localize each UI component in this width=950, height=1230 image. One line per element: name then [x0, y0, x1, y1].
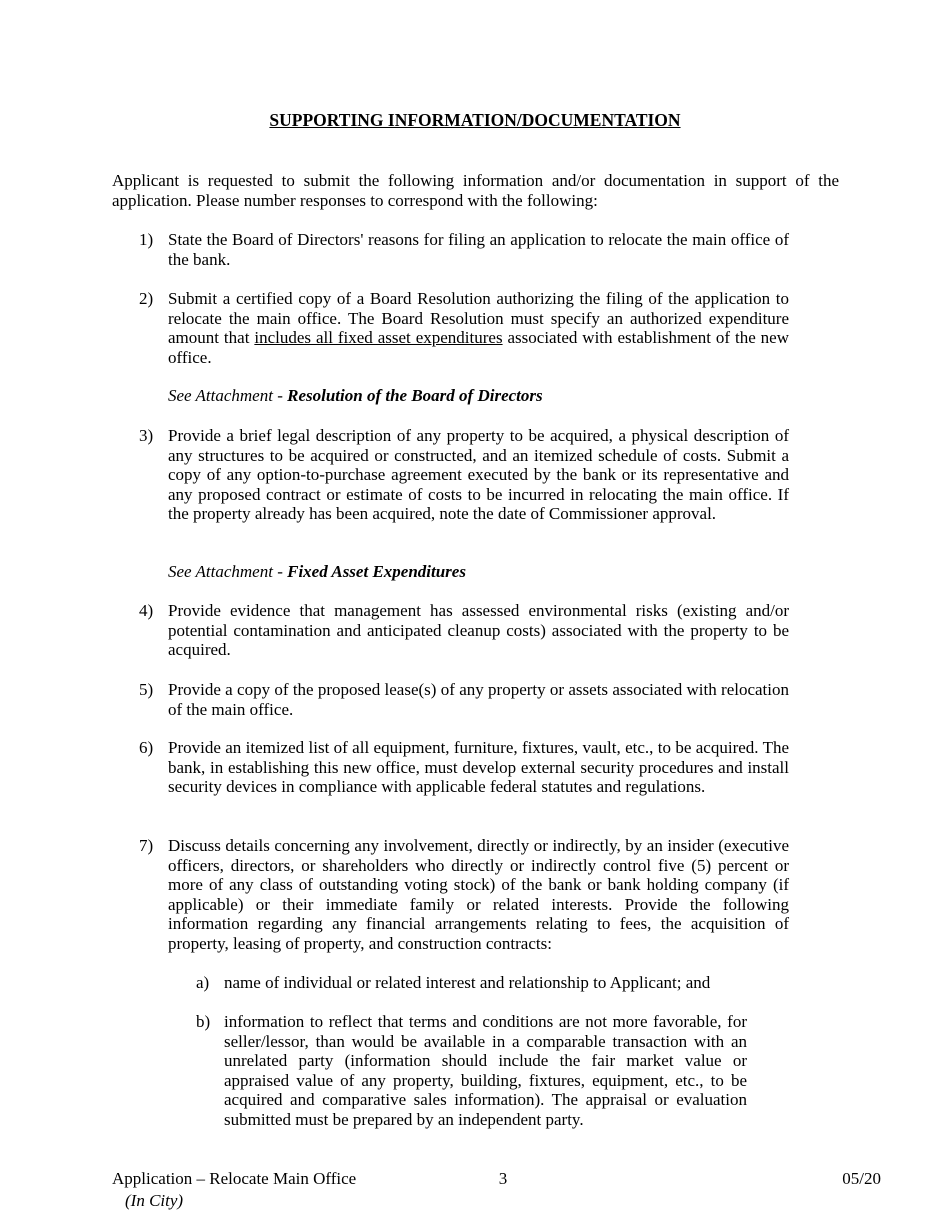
list-item-7 — [139, 836, 789, 953]
footer-form-name: Application – Relocate Main Office — [112, 1169, 357, 1188]
attachment-note-2: See Attachment - Fixed Asset Expenditures — [168, 562, 466, 581]
sub-item-text: name of individual or related interest and relationship to Applicant; and — [224, 973, 711, 992]
sub-item-b — [196, 1012, 747, 1129]
list-item-3 — [139, 426, 789, 524]
list-item-2 — [139, 289, 789, 367]
item-text: Provide a brief legal description of any property to be acquired, a physical description of any structures to be acquired or constructed, and an itemized schedule of costs. Submit a copy of any option-to-purchase agreement executed by the bank or its representative and any proposed contract or estimate of costs to be incurred in relocating the main office. If the property already has been acquired, note the date of Commissioner approval. — [168, 426, 789, 523]
footer-form-subtitle: (In City) — [125, 1191, 184, 1210]
item-number: 6) — [139, 738, 154, 757]
item-text: Submit a certified copy of a Board Resolution authorizing the filing of the application to relocate the main office. The Board Resolution must specify an authorized expenditure amount that includes all fixed asset expenditures associated with establishment of the new office. — [168, 289, 789, 367]
page-title: SUPPORTING INFORMATION/DOCUMENTATION — [269, 110, 681, 130]
attachment-name: Fixed Asset Expenditures — [287, 562, 466, 581]
underlined-phrase: includes all fixed asset expenditures — [254, 328, 503, 347]
item-text: Provide an itemized list of all equipment, furniture, fixtures, vault, etc., to be acquired. The bank, in establishing this new office, must develop external security procedures and install security devices in compliance with applicable federal statutes and regulations. — [168, 738, 789, 796]
list-item-6 — [139, 738, 789, 797]
attachment-note-1: See Attachment - Resolution of the Board of Directors — [168, 386, 543, 405]
footer-page-number: 3 — [498, 1169, 508, 1188]
list-item-5 — [139, 680, 789, 719]
item-number: 3) — [139, 426, 154, 445]
list-item-1 — [139, 230, 789, 269]
footer-date: 05/20 — [842, 1169, 881, 1188]
item-text: Provide evidence that management has assessed environmental risks (existing and/or potential contamination and anticipated cleanup costs) associated with the property to be acquired. — [168, 601, 789, 659]
list-item-4 — [139, 601, 789, 660]
attachment-name: Resolution of the Board of Directors — [287, 386, 543, 405]
sub-item-a — [196, 973, 747, 993]
item-number: 2) — [139, 289, 154, 308]
item-number: 4) — [139, 601, 154, 620]
item-text: Discuss details concerning any involvement, directly or indirectly, by an insider (executive officers, directors, or shareholders who directly or indirectly control five (5) percent or more of any class of outstanding voting stock) of the bank or bank holding company (if applicable) or their immediate family or related interests. Provide the following information regarding any financial arrangements relating to fees, the acquisition of property, leasing of property, and construction contracts: — [168, 836, 789, 953]
sub-item-letter: a) — [196, 973, 210, 992]
item-number: 1) — [139, 230, 154, 249]
sub-item-letter: b) — [196, 1012, 211, 1031]
intro-paragraph: Applicant is requested to submit the following information and/or documentation in support of the application. Please number responses to correspond with the following: — [112, 171, 839, 210]
item-text: State the Board of Directors' reasons for filing an application to relocate the main office of the bank. — [168, 230, 789, 269]
item-text: Provide a copy of the proposed lease(s) of any property or assets associated with relocation of the main office. — [168, 680, 789, 719]
sub-item-text: information to reflect that terms and conditions are not more favorable, for seller/lessor, than would be available in a comparable transaction with an unrelated party (information should include the fair market value or appraised value of any property, building, fixtures, equipment, etc., to be acquired and comparative sales information). The appraisal or evaluation submitted must be prepared by an independent party. — [224, 1012, 747, 1129]
item-number: 7) — [139, 836, 154, 855]
item-number: 5) — [139, 680, 154, 699]
